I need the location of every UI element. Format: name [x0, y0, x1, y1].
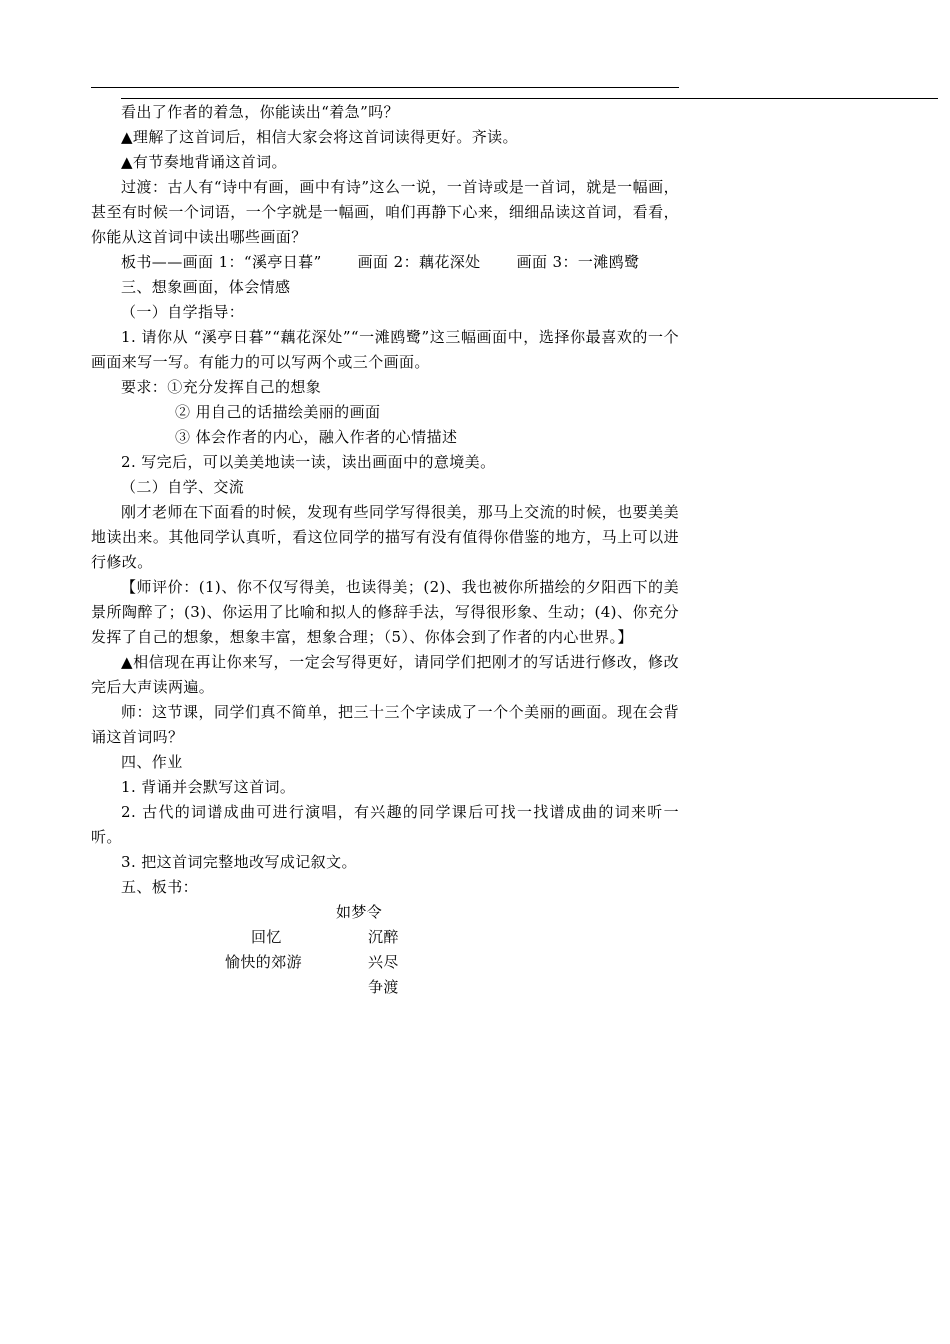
- board-right-item: 沉醉: [368, 928, 399, 946]
- blackboard-frames-line: [91, 250, 679, 275]
- requirement-line: ③ 体会作者的内心，融入作者的心情描述: [175, 428, 458, 446]
- teacher-evaluation: 【师评价：(1)、你不仅写得美，也读得美；(2)、我也被你所描绘的夕阳西下的美景所陶醉了；(3)、你运用了比喻和拟人的修辞手法，写得很形象、生动；(4)、你充分发挥了自己的想象，想象丰富，想象合理；（5）、你体会到了作者的内心世界。】: [91, 578, 679, 646]
- requirement-line: ② 用自己的话描绘美丽的画面: [175, 403, 381, 421]
- board-right-item: 兴尽: [368, 953, 399, 971]
- board-row: [91, 950, 679, 975]
- frame-3-text: 画面 3：一滩鸥鹭: [516, 253, 640, 271]
- paragraph: ▲相信现在再让你来写，一定会写得更好，请同学们把刚才的写话进行修改，修改完后大声读两遍。: [91, 653, 679, 696]
- board-row: [91, 975, 679, 1000]
- paragraph: 2. 写完后，可以美美地读一读，读出画面中的意境美。: [121, 453, 496, 471]
- homework-item: 1. 背诵并会默写这首词。: [121, 778, 296, 796]
- requirement-line: 要求：①充分发挥自己的想象: [121, 378, 322, 396]
- section-heading: 四、作业: [121, 753, 183, 771]
- section-heading: 五、板书：: [121, 878, 199, 896]
- frame-2-text: 画面 2：藕花深处: [357, 253, 481, 271]
- subsection-heading: （二）自学、交流: [121, 478, 245, 496]
- paragraph: 师：这节课，同学们真不简单，把三十三个字读成了一个个美丽的画面。现在会背诵这首词吗？: [91, 703, 679, 746]
- board-left-item: 愉快的郊游: [225, 953, 303, 971]
- paragraph: 刚才老师在下面看的时候，发现有些同学写得很美，那马上交流的时候，也要美美地读出来。其他同学认真听，看这位同学的描写有没有值得你借鉴的地方，马上可以进行修改。: [91, 503, 679, 571]
- board-right-item: 争渡: [368, 978, 399, 996]
- frame-1-text: 板书——画面 1：“溪亭日暮”: [121, 253, 322, 271]
- board-title: 如梦令: [336, 903, 383, 921]
- homework-item: 2. 古代的词谱成曲可进行演唱，有兴趣的同学课后可找一找谱成曲的词来听一听。: [91, 803, 679, 846]
- board-row: [91, 925, 679, 950]
- paragraph: 看出了作者的着急，你能读出“着急”吗？: [121, 103, 399, 121]
- subsection-heading: （一）自学指导：: [121, 303, 245, 321]
- paragraph: 1. 请你从 “溪亭日暮”“藕花深处”“一滩鸥鹭”这三幅画面中，选择你最喜欢的一个画面来写一写。有能力的可以写两个或三个画面。: [91, 328, 679, 371]
- paragraph: ▲理解了这首词后，相信大家会将这首词读得更好。齐读。: [121, 128, 518, 146]
- document-body: [91, 100, 679, 1000]
- paragraph: ▲有节奏地背诵这首词。: [121, 153, 287, 171]
- header-rule-top: [91, 87, 679, 88]
- section-heading: 三、想象画面，体会情感: [121, 278, 291, 296]
- board-title-row: [91, 900, 679, 925]
- board-left-item: 回忆: [251, 928, 282, 946]
- paragraph: 过渡：古人有“诗中有画，画中有诗”这么一说，一首诗或是一首词，就是一幅画，甚至有时候一个词语，一个字就是一幅画，咱们再静下心来，细细品读这首词，看看，你能从这首词中读出哪些画面？: [91, 178, 679, 246]
- homework-item: 3. 把这首词完整地改写成记叙文。: [121, 853, 357, 871]
- header-rule-second: [121, 98, 938, 99]
